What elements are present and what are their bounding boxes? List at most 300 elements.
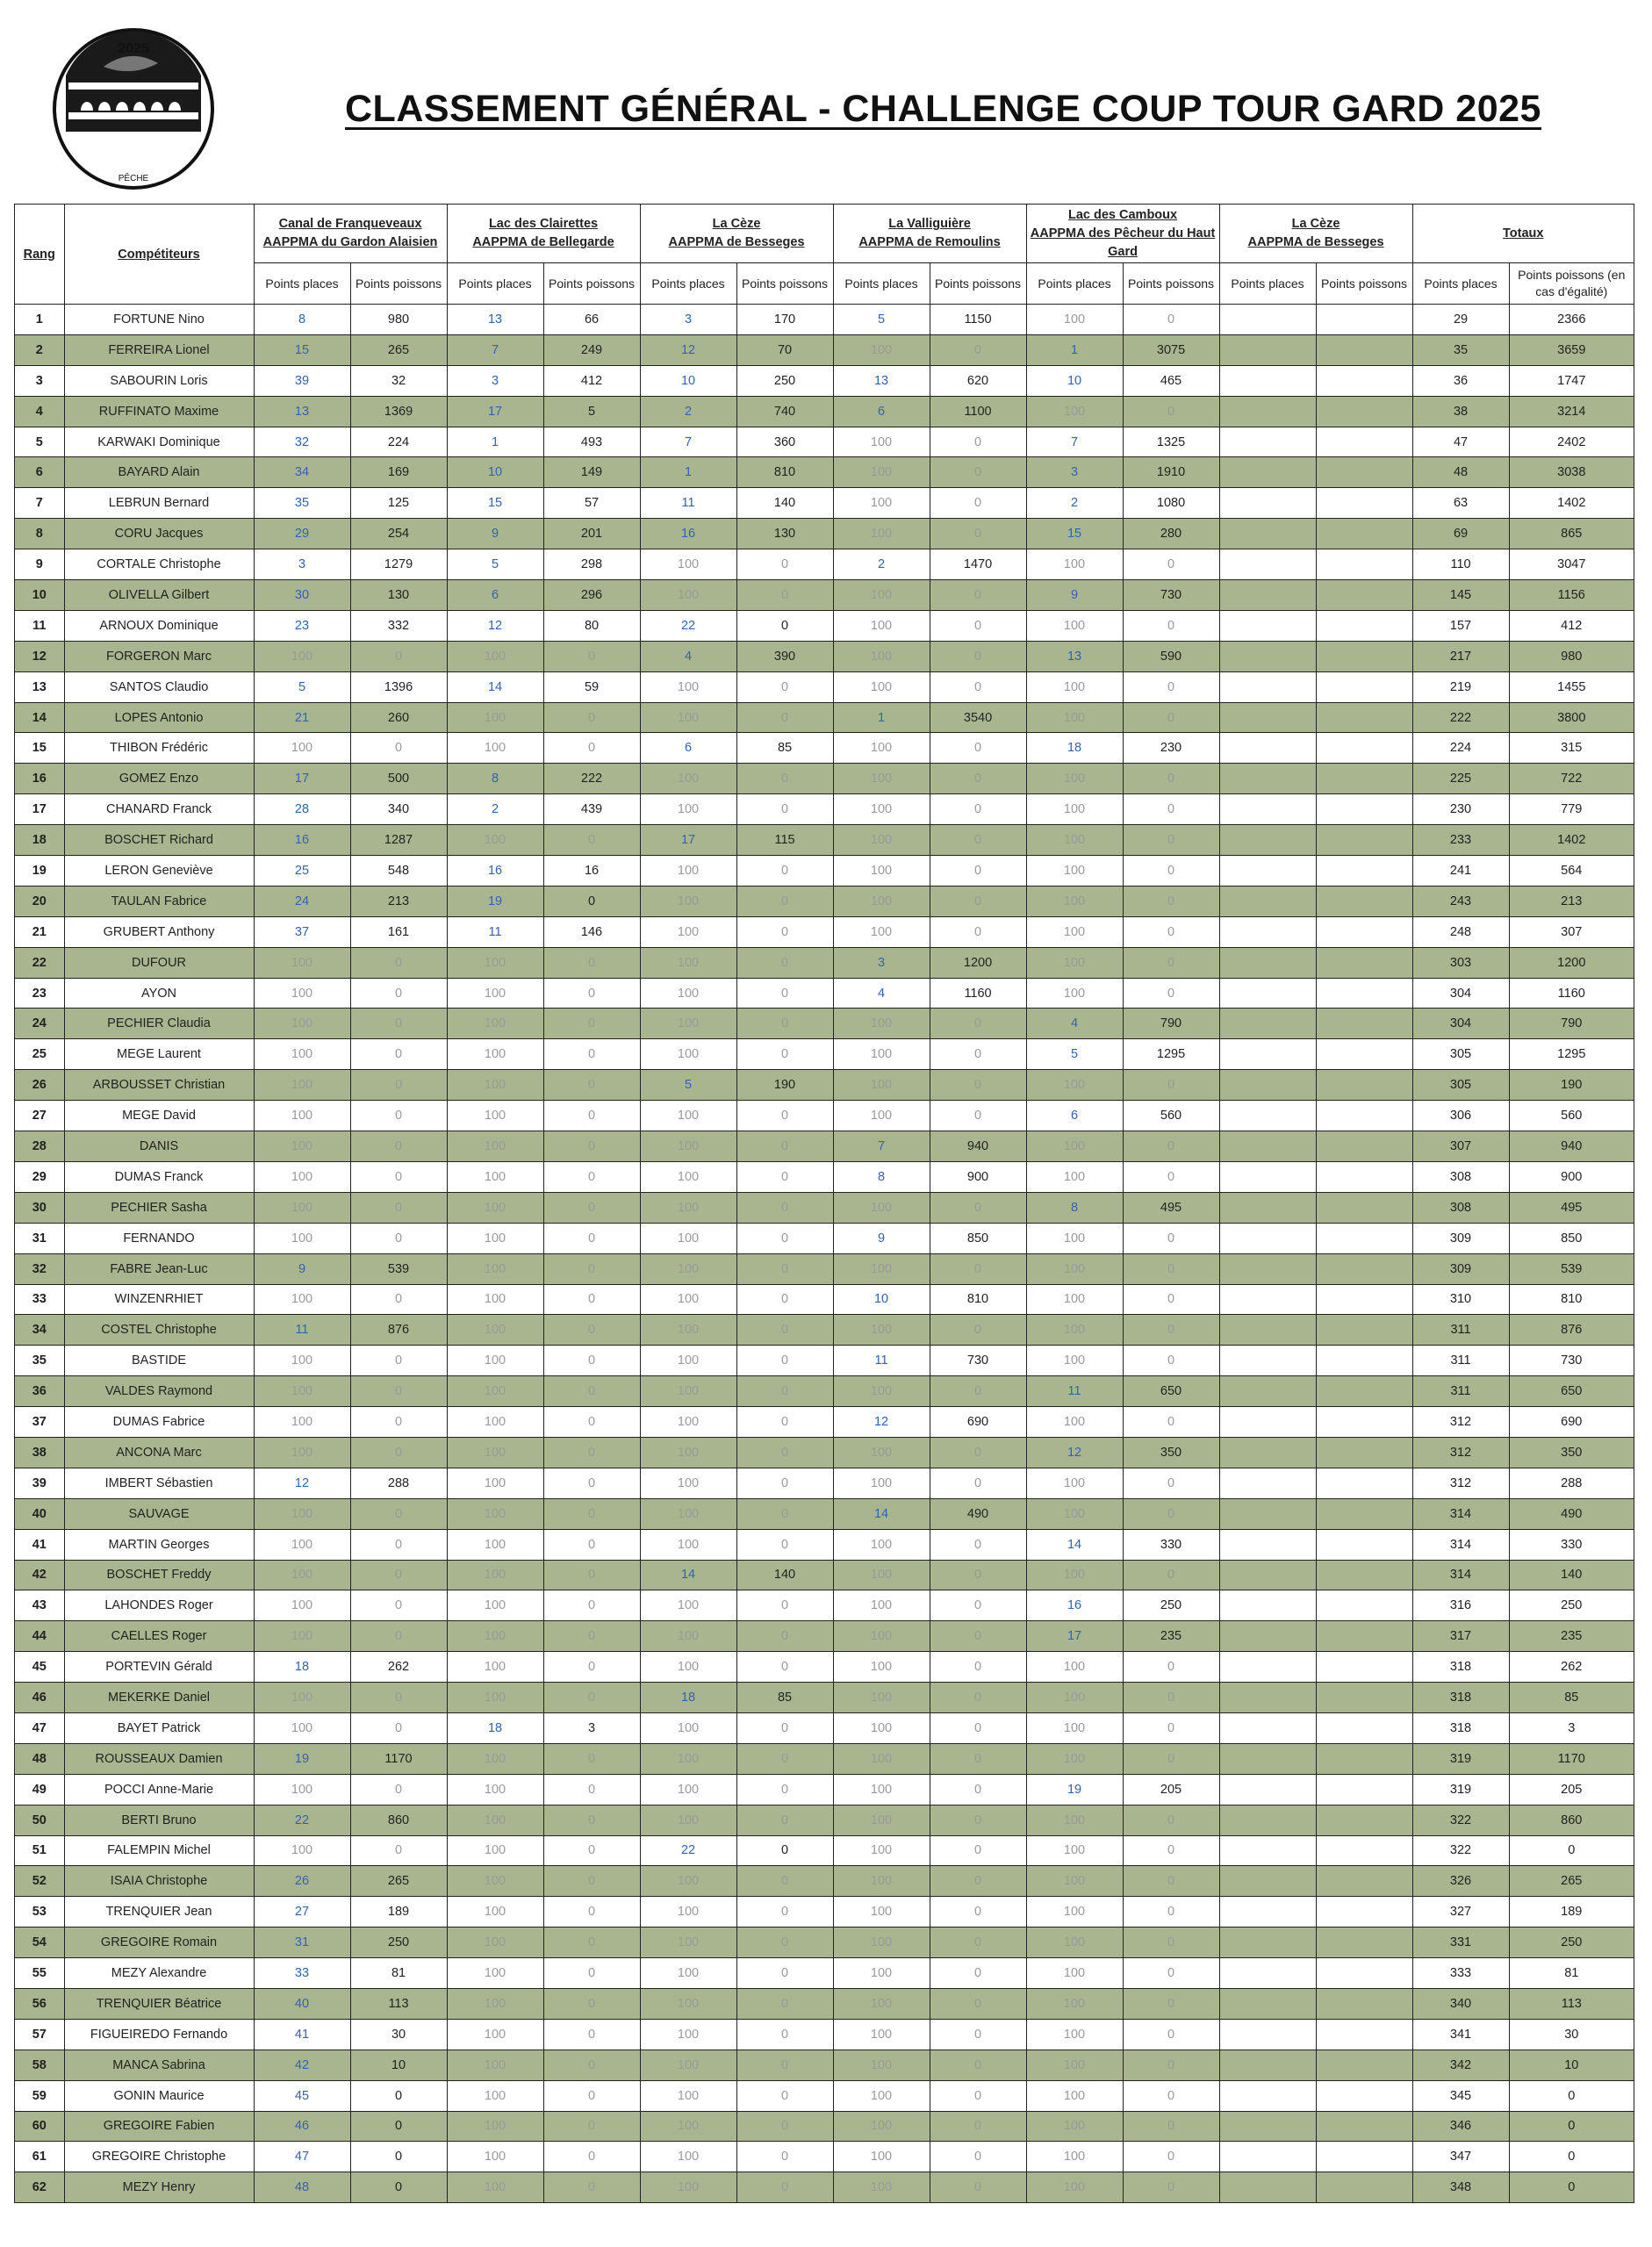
total-poissons-cell: 140 — [1509, 1560, 1634, 1590]
points-places-cell: 100 — [640, 1161, 736, 1192]
points-places-cell: 100 — [640, 580, 736, 611]
points-places-cell: 100 — [640, 1131, 736, 1162]
total-poissons-cell: 1170 — [1509, 1743, 1634, 1774]
points-poissons-cell: 0 — [930, 764, 1026, 794]
rank-cell: 38 — [15, 1437, 65, 1468]
competitor-name: MEZY Alexandre — [64, 1958, 254, 1989]
points-places-cell — [1219, 1039, 1316, 1070]
points-poissons-cell: 0 — [543, 1866, 640, 1897]
points-poissons-cell: 0 — [1123, 1070, 1219, 1101]
points-places-cell: 100 — [1026, 1407, 1123, 1438]
points-places-cell: 45 — [254, 2080, 350, 2111]
points-places-cell — [1219, 1101, 1316, 1131]
points-places-cell: 100 — [833, 488, 930, 519]
points-places-cell — [1219, 856, 1316, 887]
points-poissons-cell — [1316, 978, 1412, 1009]
total-poissons-cell: 1455 — [1509, 671, 1634, 702]
total-places-cell: 319 — [1412, 1774, 1509, 1805]
points-poissons-cell: 5 — [543, 396, 640, 427]
total-places-cell: 348 — [1412, 2172, 1509, 2203]
points-places-cell: 100 — [640, 1805, 736, 1835]
points-places-cell: 30 — [254, 580, 350, 611]
points-poissons-cell — [1316, 1101, 1412, 1131]
logo-year: 2025 — [118, 41, 149, 56]
competitor-name: FERREIRA Lionel — [64, 334, 254, 365]
points-poissons-cell: 0 — [930, 733, 1026, 764]
page-title: CLASSEMENT GÉNÉRAL - CHALLENGE COUP TOUR GARD 2025 — [345, 88, 1541, 130]
points-poissons-cell: 0 — [930, 886, 1026, 916]
points-poissons-cell — [1316, 457, 1412, 488]
points-places-cell: 16 — [1026, 1590, 1123, 1621]
points-places-cell: 100 — [1026, 886, 1123, 916]
points-places-cell — [1219, 365, 1316, 396]
points-places-cell: 100 — [447, 733, 543, 764]
points-places-cell — [1219, 1437, 1316, 1468]
points-poissons-cell: 548 — [350, 856, 447, 887]
points-places-cell: 100 — [640, 1253, 736, 1284]
points-places-cell: 100 — [833, 916, 930, 947]
points-poissons-cell: 0 — [736, 1835, 833, 1866]
points-places-cell: 100 — [447, 2111, 543, 2142]
points-places-cell: 100 — [640, 2080, 736, 2111]
points-places-cell: 100 — [640, 1897, 736, 1928]
points-places-cell: 100 — [1026, 1223, 1123, 1253]
subheader-points-places: Points places — [447, 263, 543, 305]
total-places-cell: 312 — [1412, 1437, 1509, 1468]
table-row — [15, 1621, 1634, 1652]
points-poissons-cell: 296 — [543, 580, 640, 611]
points-places-cell: 19 — [1026, 1774, 1123, 1805]
points-poissons-cell: 0 — [1123, 1988, 1219, 2019]
competitor-name: RUFFINATO Maxime — [64, 396, 254, 427]
points-poissons-cell: 0 — [350, 1498, 447, 1529]
points-poissons-cell — [1316, 1988, 1412, 2019]
points-poissons-cell — [1316, 2142, 1412, 2172]
points-poissons-cell: 0 — [543, 1835, 640, 1866]
points-places-cell: 100 — [1026, 1284, 1123, 1315]
rank-cell: 52 — [15, 1866, 65, 1897]
points-places-cell — [1219, 1070, 1316, 1101]
points-places-cell: 100 — [833, 334, 930, 365]
points-places-cell: 100 — [254, 1376, 350, 1407]
points-poissons-cell: 0 — [1123, 886, 1219, 916]
points-poissons-cell: 0 — [930, 1958, 1026, 1989]
points-poissons-cell: 900 — [930, 1161, 1026, 1192]
points-poissons-cell: 0 — [1123, 1161, 1219, 1192]
points-places-cell: 3 — [833, 947, 930, 978]
points-places-cell: 100 — [447, 2142, 543, 2172]
points-places-cell: 100 — [1026, 1070, 1123, 1101]
competitor-name: TRENQUIER Jean — [64, 1897, 254, 1928]
points-poissons-cell: 0 — [543, 1039, 640, 1070]
points-poissons-cell: 0 — [1123, 856, 1219, 887]
points-poissons-cell: 0 — [736, 1621, 833, 1652]
total-poissons-cell: 0 — [1509, 2142, 1634, 2172]
total-places-cell: 36 — [1412, 365, 1509, 396]
venue-header: Lac des Camboux AAPPMA des Pêcheur du Haut Gard — [1026, 205, 1219, 263]
points-poissons-cell: 350 — [1123, 1437, 1219, 1468]
table-row — [15, 1039, 1634, 1070]
points-poissons-cell: 412 — [543, 365, 640, 396]
points-places-cell — [1219, 1253, 1316, 1284]
points-places-cell: 100 — [833, 1835, 930, 1866]
points-poissons-cell: 0 — [930, 1774, 1026, 1805]
points-poissons-cell: 0 — [543, 1560, 640, 1590]
competitor-name: GRUBERT Anthony — [64, 916, 254, 947]
rank-cell: 24 — [15, 1009, 65, 1039]
competitor-name: MANCA Sabrina — [64, 2050, 254, 2080]
points-poissons-cell — [1316, 1223, 1412, 1253]
rank-cell: 43 — [15, 1590, 65, 1621]
subheader-points-poissons: Points poissons — [543, 263, 640, 305]
points-places-cell: 5 — [640, 1070, 736, 1101]
points-places-cell: 18 — [1026, 733, 1123, 764]
points-places-cell: 100 — [833, 1712, 930, 1743]
points-poissons-cell: 0 — [350, 1192, 447, 1223]
rank-cell: 60 — [15, 2111, 65, 2142]
club-logo — [51, 26, 216, 191]
competitor-name: LERON Geneviève — [64, 856, 254, 887]
points-poissons-cell: 0 — [1123, 1743, 1219, 1774]
total-poissons-cell: 564 — [1509, 856, 1634, 887]
total-places-cell: 219 — [1412, 671, 1509, 702]
rank-cell: 18 — [15, 825, 65, 856]
points-places-cell: 100 — [254, 1407, 350, 1438]
rank-cell: 48 — [15, 1743, 65, 1774]
points-poissons-cell: 0 — [930, 580, 1026, 611]
points-places-cell: 100 — [447, 2172, 543, 2203]
points-places-cell — [1219, 1284, 1316, 1315]
competitor-name: GREGOIRE Romain — [64, 1928, 254, 1958]
total-places-cell: 311 — [1412, 1315, 1509, 1346]
competitor-name: FALEMPIN Michel — [64, 1835, 254, 1866]
total-places-cell: 308 — [1412, 1192, 1509, 1223]
points-places-cell: 100 — [833, 1683, 930, 1713]
points-places-cell: 100 — [447, 1866, 543, 1897]
points-poissons-cell: 0 — [930, 1712, 1026, 1743]
table-row — [15, 1253, 1634, 1284]
points-places-cell: 100 — [640, 1743, 736, 1774]
points-places-cell: 16 — [447, 856, 543, 887]
points-poissons-cell: 0 — [1123, 1897, 1219, 1928]
points-places-cell: 2 — [1026, 488, 1123, 519]
total-poissons-cell: 980 — [1509, 641, 1634, 671]
table-row — [15, 886, 1634, 916]
points-places-cell: 100 — [640, 947, 736, 978]
points-places-cell: 100 — [254, 1529, 350, 1560]
points-poissons-cell: 0 — [930, 916, 1026, 947]
points-places-cell: 100 — [833, 1897, 930, 1928]
points-places-cell: 100 — [833, 886, 930, 916]
points-places-cell: 3 — [447, 365, 543, 396]
points-poissons-cell: 0 — [543, 1498, 640, 1529]
points-places-cell: 31 — [254, 1928, 350, 1958]
points-places-cell — [1219, 947, 1316, 978]
rank-cell: 13 — [15, 671, 65, 702]
points-poissons-cell: 0 — [1123, 305, 1219, 335]
points-places-cell: 37 — [254, 916, 350, 947]
points-poissons-cell: 0 — [543, 825, 640, 856]
points-poissons-cell: 0 — [736, 1988, 833, 2019]
table-row — [15, 947, 1634, 978]
rank-cell: 54 — [15, 1928, 65, 1958]
points-places-cell — [1219, 488, 1316, 519]
points-poissons-cell: 0 — [543, 1009, 640, 1039]
points-places-cell — [1219, 1468, 1316, 1498]
points-places-cell — [1219, 1928, 1316, 1958]
rank-cell: 51 — [15, 1835, 65, 1866]
points-places-cell — [1219, 305, 1316, 335]
competitor-name: PECHIER Claudia — [64, 1009, 254, 1039]
points-poissons-cell: 0 — [736, 2111, 833, 2142]
points-places-cell: 100 — [447, 1683, 543, 1713]
points-poissons-cell: 0 — [350, 947, 447, 978]
points-places-cell: 100 — [833, 1866, 930, 1897]
points-poissons-cell: 500 — [350, 764, 447, 794]
points-places-cell: 3 — [640, 305, 736, 335]
rank-cell: 47 — [15, 1712, 65, 1743]
points-places-cell: 10 — [640, 365, 736, 396]
points-poissons-cell: 161 — [350, 916, 447, 947]
table-row — [15, 1928, 1634, 1958]
rank-cell: 8 — [15, 519, 65, 549]
points-poissons-cell: 0 — [1123, 671, 1219, 702]
points-places-cell: 23 — [254, 610, 350, 641]
points-poissons-cell: 0 — [350, 1223, 447, 1253]
points-places-cell: 35 — [254, 488, 350, 519]
total-places-cell: 308 — [1412, 1161, 1509, 1192]
competitor-name: ROUSSEAUX Damien — [64, 1743, 254, 1774]
points-places-cell: 11 — [254, 1315, 350, 1346]
competitor-name: GREGOIRE Fabien — [64, 2111, 254, 2142]
total-poissons-cell: 2402 — [1509, 427, 1634, 457]
rank-cell: 33 — [15, 1284, 65, 1315]
points-poissons-cell: 0 — [736, 1590, 833, 1621]
points-places-cell — [1219, 2080, 1316, 2111]
points-poissons-cell: 254 — [350, 519, 447, 549]
total-poissons-cell: 205 — [1509, 1774, 1634, 1805]
points-poissons-cell: 115 — [736, 825, 833, 856]
points-poissons-cell — [1316, 733, 1412, 764]
points-places-cell: 100 — [447, 1192, 543, 1223]
table-row — [15, 1131, 1634, 1162]
points-places-cell — [1219, 2111, 1316, 2142]
total-places-cell: 311 — [1412, 1376, 1509, 1407]
points-poissons-cell: 1287 — [350, 825, 447, 856]
points-places-cell: 40 — [254, 1988, 350, 2019]
points-poissons-cell — [1316, 641, 1412, 671]
points-places-cell — [1219, 427, 1316, 457]
total-poissons-cell: 722 — [1509, 764, 1634, 794]
points-places-cell: 25 — [254, 856, 350, 887]
points-poissons-cell: 32 — [350, 365, 447, 396]
points-places-cell: 100 — [447, 825, 543, 856]
points-poissons-cell: 0 — [350, 1070, 447, 1101]
points-poissons-cell: 0 — [350, 1284, 447, 1315]
points-poissons-cell: 0 — [736, 886, 833, 916]
points-places-cell: 100 — [447, 1743, 543, 1774]
points-places-cell: 100 — [1026, 1988, 1123, 2019]
points-poissons-cell: 0 — [736, 2172, 833, 2203]
competitor-name: THIBON Frédéric — [64, 733, 254, 764]
competitor-name: GREGOIRE Christophe — [64, 2142, 254, 2172]
competitor-name: BOSCHET Freddy — [64, 1560, 254, 1590]
points-places-cell: 100 — [447, 1009, 543, 1039]
competitor-name: TRENQUIER Béatrice — [64, 1988, 254, 2019]
points-places-cell: 10 — [447, 457, 543, 488]
points-poissons-cell: 66 — [543, 305, 640, 335]
total-poissons-cell: 1200 — [1509, 947, 1634, 978]
points-poissons-cell: 0 — [543, 947, 640, 978]
points-poissons-cell: 0 — [350, 1009, 447, 1039]
points-places-cell: 2 — [833, 549, 930, 580]
points-poissons-cell: 810 — [736, 457, 833, 488]
points-poissons-cell: 0 — [736, 1774, 833, 1805]
points-poissons-cell: 0 — [1123, 794, 1219, 825]
points-poissons-cell: 0 — [1123, 1223, 1219, 1253]
points-places-cell: 16 — [640, 519, 736, 549]
points-poissons-cell: 0 — [350, 1376, 447, 1407]
points-places-cell: 9 — [254, 1253, 350, 1284]
points-places-cell: 5 — [833, 305, 930, 335]
points-places-cell: 100 — [1026, 1131, 1123, 1162]
points-poissons-cell: 0 — [350, 1529, 447, 1560]
points-poissons-cell: 0 — [1123, 764, 1219, 794]
points-poissons-cell — [1316, 1743, 1412, 1774]
rank-cell: 19 — [15, 856, 65, 887]
table-row — [15, 856, 1634, 887]
points-poissons-cell — [1316, 947, 1412, 978]
total-poissons-cell: 539 — [1509, 1253, 1634, 1284]
total-poissons-cell: 288 — [1509, 1468, 1634, 1498]
points-places-cell: 100 — [640, 856, 736, 887]
points-places-cell: 2 — [640, 396, 736, 427]
points-poissons-cell: 213 — [350, 886, 447, 916]
points-poissons-cell: 0 — [1123, 1468, 1219, 1498]
points-places-cell: 100 — [254, 1560, 350, 1590]
table-row — [15, 1958, 1634, 1989]
points-places-cell: 100 — [640, 886, 736, 916]
points-places-cell: 100 — [833, 764, 930, 794]
rank-cell: 53 — [15, 1897, 65, 1928]
points-poissons-cell: 0 — [543, 702, 640, 733]
rank-cell: 23 — [15, 978, 65, 1009]
total-places-cell: 224 — [1412, 733, 1509, 764]
points-places-cell: 100 — [254, 1284, 350, 1315]
points-poissons-cell — [1316, 671, 1412, 702]
points-places-cell: 10 — [833, 1284, 930, 1315]
total-places-cell: 322 — [1412, 1805, 1509, 1835]
points-places-cell: 100 — [1026, 1683, 1123, 1713]
points-places-cell: 100 — [254, 1161, 350, 1192]
rank-cell: 32 — [15, 1253, 65, 1284]
points-poissons-cell: 0 — [736, 702, 833, 733]
points-poissons-cell — [1316, 1468, 1412, 1498]
venue-header: Lac des Clairettes AAPPMA de Bellegarde — [447, 205, 640, 263]
table-row — [15, 1192, 1634, 1223]
rank-cell: 21 — [15, 916, 65, 947]
points-places-cell: 100 — [833, 427, 930, 457]
points-poissons-cell: 0 — [1123, 1958, 1219, 1989]
competitor-name: MEKERKE Daniel — [64, 1683, 254, 1713]
points-poissons-cell: 0 — [736, 1315, 833, 1346]
points-poissons-cell: 10 — [350, 2050, 447, 2080]
total-poissons-cell: 3047 — [1509, 549, 1634, 580]
points-poissons-cell: 85 — [736, 1683, 833, 1713]
points-poissons-cell: 0 — [736, 549, 833, 580]
total-poissons-cell: 1402 — [1509, 488, 1634, 519]
points-poissons-cell: 298 — [543, 549, 640, 580]
rank-cell: 5 — [15, 427, 65, 457]
points-places-cell: 14 — [1026, 1529, 1123, 1560]
points-poissons-cell: 0 — [543, 1897, 640, 1928]
points-poissons-cell: 0 — [930, 1835, 1026, 1866]
total-places-cell: 318 — [1412, 1652, 1509, 1683]
rank-cell: 42 — [15, 1560, 65, 1590]
points-poissons-cell — [1316, 1192, 1412, 1223]
points-poissons-cell: 0 — [1123, 2111, 1219, 2142]
points-places-cell: 100 — [254, 1346, 350, 1376]
total-places-cell: 304 — [1412, 978, 1509, 1009]
points-poissons-cell: 0 — [350, 1131, 447, 1162]
rank-cell: 55 — [15, 1958, 65, 1989]
points-poissons-cell: 1295 — [1123, 1039, 1219, 1070]
points-poissons-cell — [1316, 1039, 1412, 1070]
total-places-cell: 307 — [1412, 1131, 1509, 1162]
points-poissons-cell: 0 — [736, 1866, 833, 1897]
points-poissons-cell: 57 — [543, 488, 640, 519]
points-places-cell: 100 — [254, 947, 350, 978]
points-poissons-cell: 0 — [930, 1070, 1026, 1101]
points-poissons-cell: 0 — [736, 1131, 833, 1162]
table-row — [15, 916, 1634, 947]
points-places-cell: 8 — [254, 305, 350, 335]
points-places-cell: 100 — [447, 1315, 543, 1346]
points-poissons-cell: 0 — [543, 1437, 640, 1468]
points-places-cell: 8 — [447, 764, 543, 794]
points-places-cell: 100 — [1026, 1835, 1123, 1866]
points-places-cell: 6 — [640, 733, 736, 764]
table-row — [15, 488, 1634, 519]
competitor-name: GOMEZ Enzo — [64, 764, 254, 794]
total-poissons-cell: 262 — [1509, 1652, 1634, 1683]
points-poissons-cell: 0 — [1123, 947, 1219, 978]
points-poissons-cell: 0 — [543, 1468, 640, 1498]
competitor-name: BASTIDE — [64, 1346, 254, 1376]
points-places-cell: 27 — [254, 1897, 350, 1928]
points-poissons-cell: 85 — [736, 733, 833, 764]
points-places-cell: 100 — [447, 1101, 543, 1131]
points-poissons-cell — [1316, 396, 1412, 427]
points-places-cell: 100 — [1026, 794, 1123, 825]
competitor-name: LAHONDES Roger — [64, 1590, 254, 1621]
points-poissons-cell: 0 — [1123, 2050, 1219, 2080]
points-places-cell: 100 — [833, 641, 930, 671]
points-poissons-cell: 560 — [1123, 1101, 1219, 1131]
total-places-cell: 331 — [1412, 1928, 1509, 1958]
points-poissons-cell: 0 — [350, 1774, 447, 1805]
points-poissons-cell: 190 — [736, 1070, 833, 1101]
points-places-cell: 100 — [640, 549, 736, 580]
points-poissons-cell: 0 — [930, 2142, 1026, 2172]
points-places-cell: 100 — [640, 1529, 736, 1560]
table-row — [15, 671, 1634, 702]
points-poissons-cell — [1316, 1652, 1412, 1683]
points-poissons-cell — [1316, 886, 1412, 916]
points-poissons-cell: 0 — [930, 1560, 1026, 1590]
points-places-cell: 7 — [640, 427, 736, 457]
points-places-cell: 100 — [640, 1468, 736, 1498]
